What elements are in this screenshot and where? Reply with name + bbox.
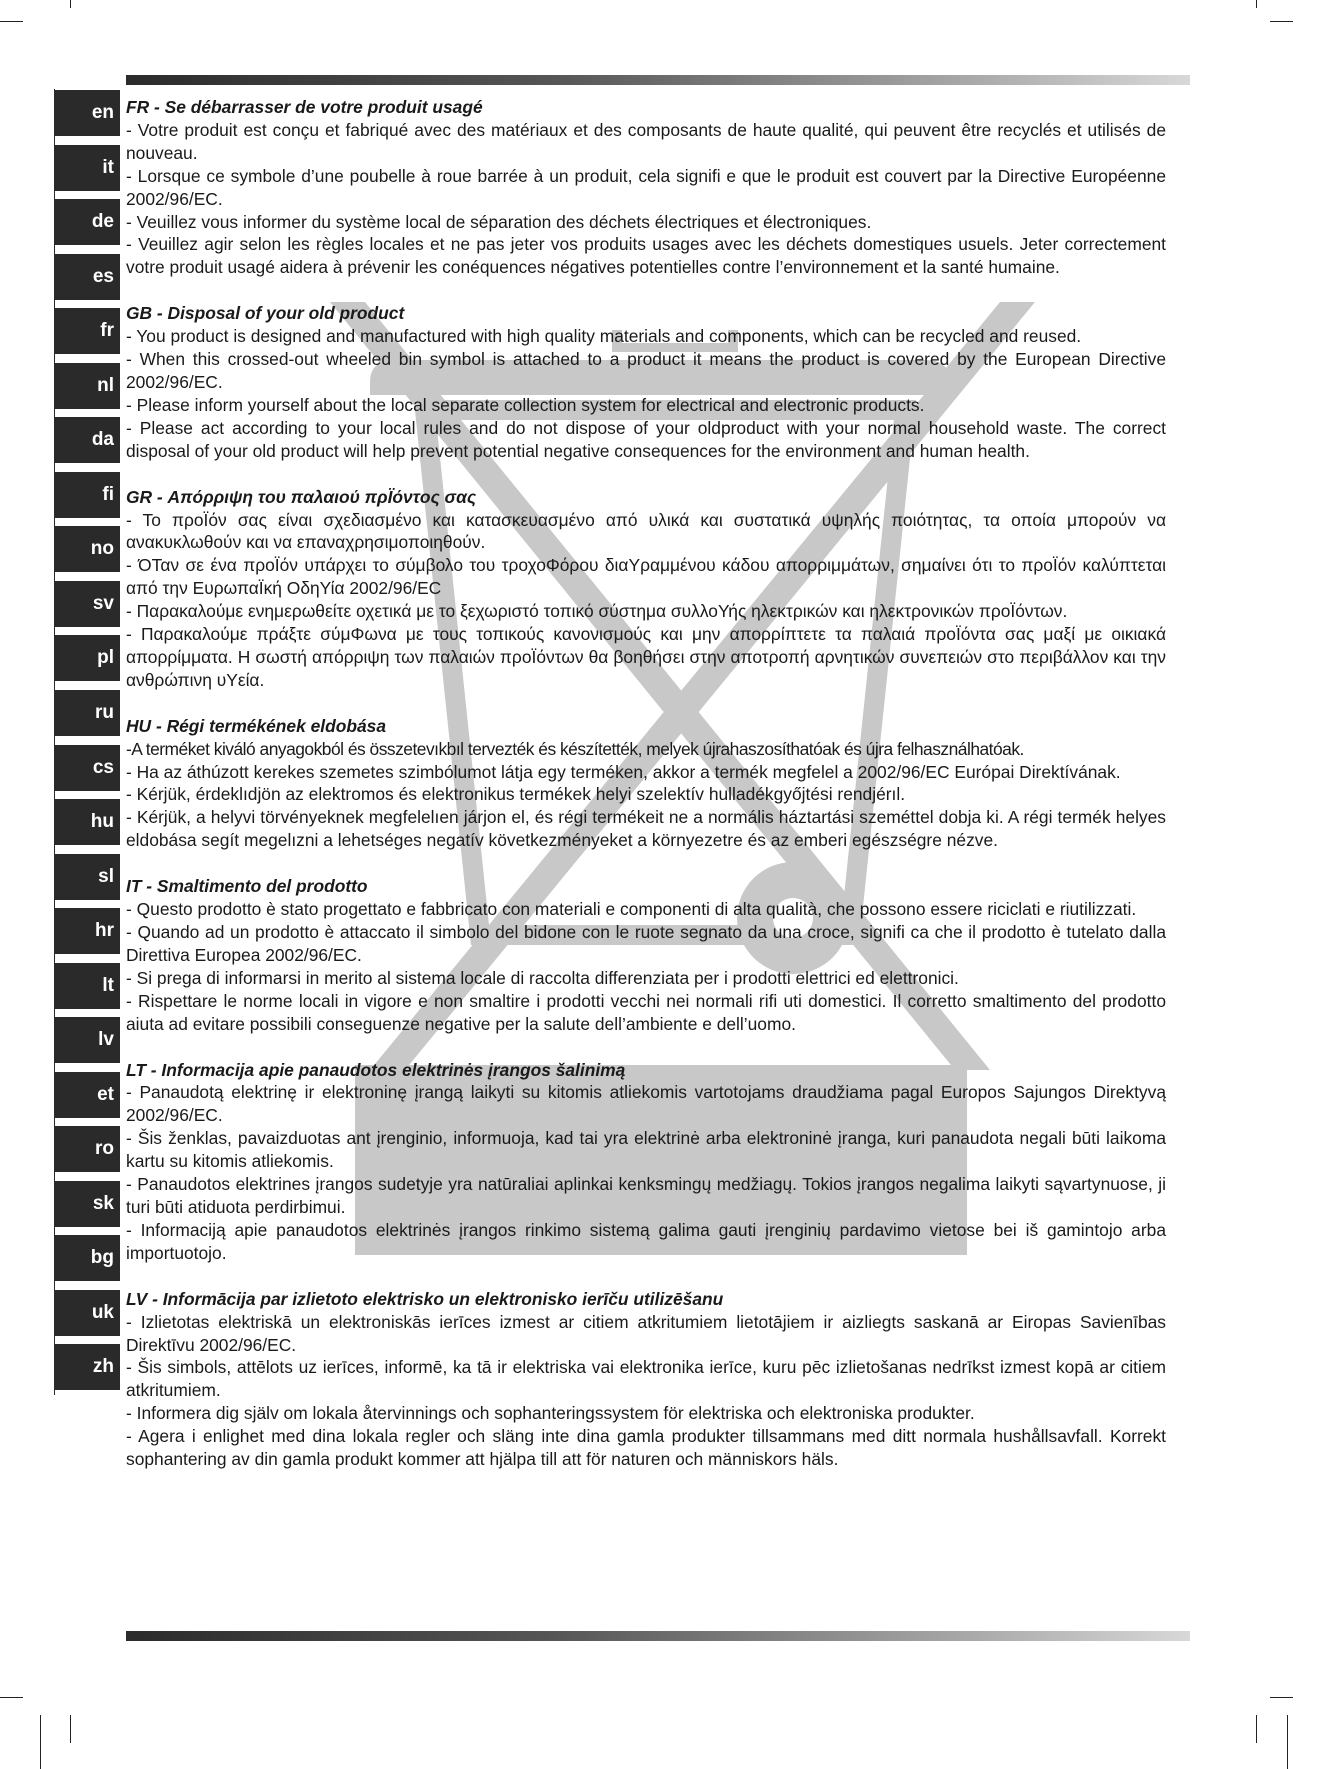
section-line: -A terméket kiváló anyagokból és összetevıkbıl tervezték és készítették, melyek újrahaszosíthatóak és újra felhasználhatóak. <box>126 738 1024 759</box>
section-title: HU - Régi termékének eldobása <box>126 715 386 736</box>
section-line: - Kérjük, érdeklıdjön az elektromos és elektronikus termékek helyi szelektív hulladékgyőjtési rendjérıl. <box>126 784 906 805</box>
language-tab-lt: lt <box>54 963 120 1009</box>
section-line: - Šis simbols, attēlots uz ierīces, informē, ka tā ir elektriska vai elektronika ierīce, kuru pēc izlietošanas nedrīkst izmest kopā ar citiem atkritumiem. <box>126 1357 1166 1401</box>
language-tab-fi: fi <box>54 472 120 518</box>
language-tab-bg: bg <box>54 1235 120 1281</box>
section-line: - Please inform yourself about the local separate collection system for electrical and electronic products. <box>126 394 925 415</box>
section-line: - Panaudotos elektrines įrangos sudetyje yra natūraliai aplinkai kenksmingų medžiagų. Tokios įrangos negalima laikyti sąvartynuose, ji turi būti atiduota perdirbimui. <box>126 1174 1166 1217</box>
section-line: - Lorsque ce symbole d’une poubelle à roue barrée à un produit, cela signifi e que le produit est couvert par la Directive Européenne 2002/96/EC. <box>126 165 1166 209</box>
section-gr <box>126 486 1166 692</box>
section-line: - Informera dig själv om lokala återvinnings och sophanteringssystem för elektriska och elektroniska produkter. <box>126 1403 975 1424</box>
language-tab-hr: hr <box>54 908 120 954</box>
language-tab-ro: ro <box>54 1126 120 1172</box>
language-tab-nl: nl <box>54 363 120 409</box>
section-line: - Agera i enlighet med dina lokala regler och släng inte dina gamla produkter tillsammans med ditt normala hushållsavfall. Korrekt sophantering av din gamla produkt kommer att hjälpa till att för naturen och människors häls. <box>126 1426 1166 1470</box>
language-tab-it: it <box>54 145 120 191</box>
section-title: IT - Smaltimento del prodotto <box>126 876 368 897</box>
section-line: - Quando ad un prodotto è attaccato il simbolo del bidone con le ruote segnato da una croce, signifi ca che il prodotto è tutelato dalla Direttiva Europea 2002/96/EC. <box>126 922 1166 965</box>
section-line: - When this crossed-out wheeled bin symbol is attached to a product it means the product is covered by the European Directive 2002/96/EC. <box>126 349 1166 392</box>
language-tab-sk: sk <box>54 1181 120 1227</box>
language-tab-et: et <box>54 1072 120 1118</box>
section-line: - Votre produit est conçu et fabriqué avec des matériaux et des composants de haute qualité, qui peuvent être recyclés et utilisés de nouveau. <box>126 119 1166 163</box>
language-tab-es: es <box>54 254 120 300</box>
language-tab-da: da <box>54 417 120 463</box>
language-tab-de: de <box>54 199 120 245</box>
section-hu <box>126 715 1166 852</box>
section-line: - Ha az áthúzott kerekes szemetes szimbólumot látja egy terméken, akkor a termék megfelel a 2002/96/EC Európai Direktívának. <box>126 761 1121 782</box>
language-tab-ru: ru <box>54 690 120 736</box>
language-tab-sv: sv <box>54 581 120 627</box>
section-line: - Informaciją apie panaudotos elektrinės įrangos rinkimo sistemą galima gauti įrenginių pardavimo vietose bei iš gamintojo arba importuotojo. <box>126 1219 1166 1263</box>
section-line: - Veuillez vous informer du système local de séparation des déchets électriques et électroniques. <box>126 211 872 232</box>
section-fr <box>126 96 1166 279</box>
language-tab-en: en <box>54 90 120 136</box>
section-line: - Questo prodotto è stato progettato e fabbricato con materiali e componenti di alta qualità, che possono essere riciclati e riutilizzati. <box>126 899 1137 920</box>
language-tab-sl: sl <box>54 854 120 900</box>
section-line: - Παρακαλούμε ενημερωθείτε οχετικά με το ξεχωριστό τοπικό σύστημα συλλοΥής ηλεκτρικών και ηλεκτρονικών προΪόντων. <box>126 601 1068 622</box>
section-line: - Si prega di informarsi in merito al sistema locale di raccolta differenziata per i prodotti elettrici ed elettronici. <box>126 967 959 988</box>
section-title: GR - Απόρριψη του παλαιού πρΪόντος σας <box>126 486 477 507</box>
language-tab-fr: fr <box>54 308 120 354</box>
section-it <box>126 875 1166 1035</box>
section-line: - Izlietotas elektriskā un elektroniskās ierīces izmest ar citiem atkritumiem lietotājiem ir aizliegts saskanā ar Eiropas Savienības Direktīvu 2002/96/EC. <box>126 1311 1166 1355</box>
section-title: GB - Disposal of your old product <box>126 303 405 324</box>
section-line: - Kérjük, a helyvi törvényeknek megfelelıen járjon el, és régi termékeit ne a normális háztartási szeméttel dobja ki. A régi termék helyes eldobása segít megelızni a lehetséges negatív következményeket a környezetre és az emberi egészségre nézve. <box>126 807 1166 851</box>
section-lt <box>126 1059 1166 1265</box>
section-title: FR - Se débarrasser de votre produit usagé <box>126 97 483 117</box>
section-line: - Please act according to your local rules and do not dispose of your oldproduct with your normal household waste. The correct disposal of your old product will help prevent potential negative consequences for the environment and human health. <box>126 417 1166 461</box>
section-line: - Το προΪόν σας είναι σχεδιασμένο και κατασκευασμένο από υλικά και συστατικά υψηλής ποιότητας, τα οποία μπορούν να ανακυκλωθούν και να επαναχρησιμοποιηθούν. <box>126 509 1166 553</box>
section-line: - Panaudotą elektrinę ir elektroninę įrangą laikyti su kitomis atliekomis vartotojams draudžiama pagal Europos Sajungos Direktyvą 2002/96/EC. <box>126 1082 1166 1126</box>
section-lv <box>126 1288 1166 1471</box>
section-line: - You product is designed and manufactured with high quality materials and components, which can be recycled and reused. <box>126 326 1082 347</box>
disposal-instructions <box>126 96 1166 1494</box>
language-tab-cs: cs <box>54 745 120 791</box>
language-index <box>54 89 120 1395</box>
section-line: - Rispettare le norme locali in vigore e non smaltire i prodotti vecchi nei normali rifi uti domestici. Il corretto smaltimento del prodotto aiuta ad evitare possibili conseguenze negative per la salute dell’ambiente e dell’uomo. <box>126 990 1166 1034</box>
section-title: LT - Informacija apie panaudotos elektrinės įrangos šalinimą <box>126 1059 626 1080</box>
language-tab-hu: hu <box>54 799 120 845</box>
section-line: - Veuillez agir selon les règles locales et ne pas jeter vos produits usages avec les déchets domestiques usuels. Jeter correctement votre produit usagé aidera à prévenir les conéquences négatives potentielles contre l’environnement et la santé humaine. <box>126 234 1166 278</box>
language-tab-zh: zh <box>54 1344 120 1390</box>
section-title: LV - Informācija par izlietoto elektrisko un elektronisko ierīču utilizēšanu <box>126 1288 724 1309</box>
section-gb <box>126 302 1166 462</box>
section-line: - Šis ženklas, pavaizduotas ant įrenginio, informuoja, kad tai yra elektrinė arba elektroninė įranga, kuri panaudota negali būti laikoma kartu su kitomis atliekomis. <box>126 1128 1166 1172</box>
section-line: - ΌΤαν σε ένα προΪόν υπάρχει το σύμβολο του τροχοΦόρου διαΥραμμένου κάδου απορριμμάτων, σημαίνει ότι το προΪόν καλύπτεται από την ΕυρωπαΪκή ΟδηΥία 2002/96/ΕC <box>126 555 1166 599</box>
language-tab-lv: lv <box>54 1017 120 1063</box>
language-tab-uk: uk <box>54 1290 120 1336</box>
language-tab-pl: pl <box>54 635 120 681</box>
language-tab-no: no <box>54 526 120 572</box>
section-line: - Παρακαλούμε πράξτε σύμΦωνα με τους τοπικούς κανονισμούς και μην απορρίπτετε τα παλαιά προΪόντα σας μαξί με οικιακά απορρίμματα. Η σωστή απόρριψη των παλαιών προΪόντων θα βοηθήσει στην αποτροπή αρνητικών συνεπειών στο περιβάλλον και την ανθρώπινη υΥεία. <box>126 624 1166 690</box>
